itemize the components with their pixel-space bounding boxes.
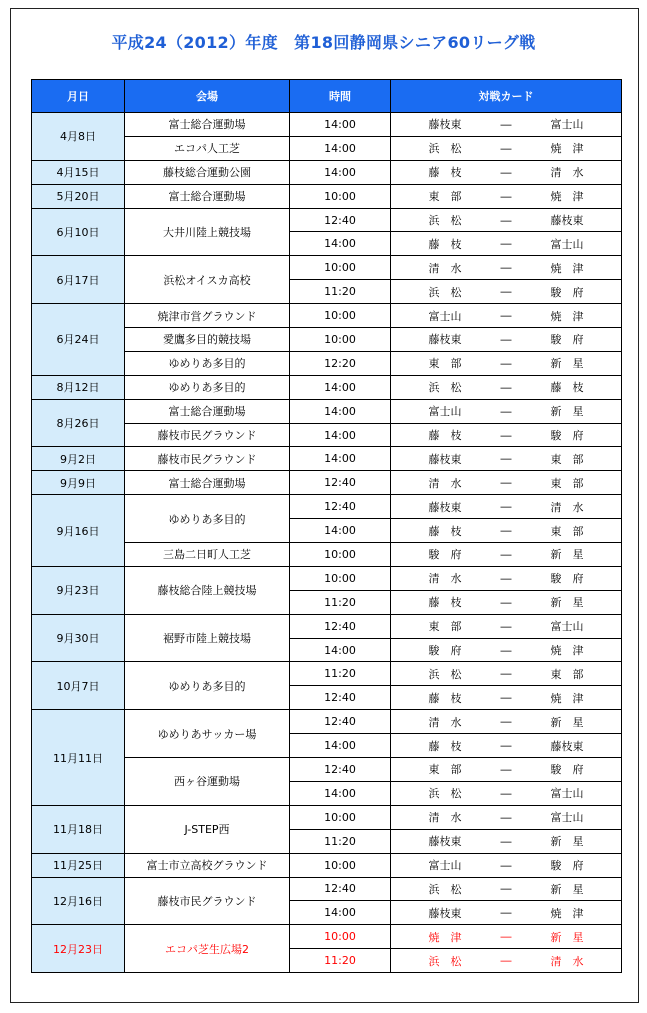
kickoff-time: 10:00 (290, 184, 391, 208)
away-team: 駿 府 (550, 859, 584, 873)
versus-mark: ― (500, 739, 512, 753)
home-team: 富士山 (428, 405, 462, 419)
table-row (32, 208, 622, 232)
home-team: 藤 枝 (428, 429, 462, 443)
venue-name: 藤枝総合陸上競技場 (125, 566, 290, 614)
table-row (32, 160, 622, 184)
versus-mark: ― (500, 452, 512, 466)
away-team: 焼 津 (550, 691, 584, 705)
matchup (391, 949, 622, 973)
venue-name: 愛鷹多目的競技場 (125, 328, 290, 352)
home-team: 浜 松 (428, 667, 462, 681)
home-team: 浜 松 (428, 285, 462, 299)
away-team: 富士山 (550, 787, 584, 801)
home-team: 藤 枝 (428, 524, 462, 538)
versus-mark: ― (500, 380, 512, 394)
versus-mark: ― (500, 715, 512, 729)
home-team: 藤 枝 (428, 691, 462, 705)
match-date: 6月17日 (32, 256, 125, 304)
kickoff-time: 14:00 (290, 423, 391, 447)
matchup (391, 136, 622, 160)
table-row (32, 805, 622, 829)
match-date: 9月30日 (32, 614, 125, 662)
venue-name: 焼津市営グラウンド (125, 304, 290, 328)
matchup (391, 829, 622, 853)
matchup (391, 901, 622, 925)
venue-name: ゆめりあ多目的 (125, 662, 290, 710)
venue-name: 富士総合運動場 (125, 113, 290, 137)
schedule-table (31, 79, 622, 973)
kickoff-time: 10:00 (290, 543, 391, 567)
home-team: 藤枝東 (428, 333, 462, 347)
kickoff-time: 14:00 (290, 734, 391, 758)
home-team: 藤枝東 (428, 118, 462, 132)
matchup (391, 781, 622, 805)
matchup (391, 519, 622, 543)
home-team: 藤 枝 (428, 166, 462, 180)
away-team: 清 水 (550, 500, 584, 514)
versus-mark: ― (500, 285, 512, 299)
away-team: 東 部 (550, 476, 584, 490)
home-team: 藤枝東 (428, 452, 462, 466)
kickoff-time: 10:00 (290, 853, 391, 877)
match-date: 11月11日 (32, 710, 125, 806)
kickoff-time: 12:40 (290, 877, 391, 901)
away-team: 駿 府 (550, 285, 584, 299)
match-date: 6月24日 (32, 304, 125, 376)
matchup (391, 471, 622, 495)
table-row (32, 375, 622, 399)
match-date: 8月12日 (32, 375, 125, 399)
header-row (32, 80, 622, 113)
venue-name: エコパ芝生広場2 (125, 925, 290, 973)
versus-mark: ― (500, 404, 512, 418)
versus-mark: ― (500, 524, 512, 538)
versus-mark: ― (500, 547, 512, 561)
home-team: 東 部 (428, 763, 462, 777)
kickoff-time: 11:20 (290, 829, 391, 853)
home-team: 焼 津 (428, 930, 462, 944)
schedule-body (32, 113, 622, 973)
table-row (32, 256, 622, 280)
versus-mark: ― (500, 858, 512, 872)
versus-mark: ― (500, 619, 512, 633)
kickoff-time: 14:00 (290, 160, 391, 184)
kickoff-time: 14:00 (290, 901, 391, 925)
versus-mark: ― (500, 906, 512, 920)
kickoff-time: 14:00 (290, 781, 391, 805)
home-team: 清 水 (428, 715, 462, 729)
matchup (391, 877, 622, 901)
versus-mark: ― (500, 165, 512, 179)
versus-mark: ― (500, 882, 512, 896)
venue-name: 藤枝市民グラウンド (125, 447, 290, 471)
kickoff-time: 12:40 (290, 758, 391, 782)
away-team: 富士山 (550, 811, 584, 825)
versus-mark: ― (500, 332, 512, 346)
kickoff-time: 11:20 (290, 949, 391, 973)
venue-name: 藤枝市民グラウンド (125, 423, 290, 447)
away-team: 新 星 (550, 405, 584, 419)
venue-name: 大井川陸上競技場 (125, 208, 290, 256)
versus-mark: ― (500, 667, 512, 681)
venue-name: ゆめりあ多目的 (125, 375, 290, 399)
away-team: 新 星 (550, 357, 584, 371)
home-team: 浜 松 (428, 882, 462, 896)
table-row (32, 399, 622, 423)
home-team: 東 部 (428, 357, 462, 371)
matchup (391, 566, 622, 590)
away-team: 焼 津 (550, 309, 584, 323)
away-team: 駿 府 (550, 763, 584, 777)
kickoff-time: 14:00 (290, 375, 391, 399)
kickoff-time: 10:00 (290, 256, 391, 280)
kickoff-time: 12:20 (290, 351, 391, 375)
home-team: 藤枝東 (428, 500, 462, 514)
kickoff-time: 10:00 (290, 566, 391, 590)
table-row (32, 304, 622, 328)
matchup (391, 160, 622, 184)
kickoff-time: 14:00 (290, 232, 391, 256)
venue-name: 西ヶ谷運動場 (125, 758, 290, 806)
venue-name: J-STEP西 (125, 805, 290, 853)
match-date: 11月18日 (32, 805, 125, 853)
kickoff-time: 14:00 (290, 113, 391, 137)
match-date: 11月25日 (32, 853, 125, 877)
kickoff-time: 10:00 (290, 328, 391, 352)
away-team: 焼 津 (550, 906, 584, 920)
matchup (391, 662, 622, 686)
matchup (391, 638, 622, 662)
versus-mark: ― (500, 141, 512, 155)
home-team: 藤枝東 (428, 835, 462, 849)
table-row (32, 853, 622, 877)
kickoff-time: 10:00 (290, 805, 391, 829)
kickoff-time: 12:40 (290, 686, 391, 710)
header-matchup: 対戦カード (391, 80, 622, 113)
page-title: 平成24（2012）年度 第18回静岡県シニア60リーグ戦 (111, 33, 536, 52)
match-date: 4月15日 (32, 160, 125, 184)
away-team: 藤 枝 (550, 381, 584, 395)
versus-mark: ― (500, 595, 512, 609)
matchup (391, 686, 622, 710)
kickoff-time: 10:00 (290, 304, 391, 328)
matchup (391, 614, 622, 638)
away-team: 東 部 (550, 667, 584, 681)
away-team: 焼 津 (550, 142, 584, 156)
home-team: 浜 松 (428, 787, 462, 801)
away-team: 駿 府 (550, 333, 584, 347)
home-team: 浜 松 (428, 954, 462, 968)
away-team: 新 星 (550, 548, 584, 562)
home-team: 清 水 (428, 476, 462, 490)
venue-name: 藤枝市民グラウンド (125, 877, 290, 925)
versus-mark: ― (500, 954, 512, 968)
kickoff-time: 12:40 (290, 710, 391, 734)
home-team: 浜 松 (428, 381, 462, 395)
venue-name: 富士総合運動場 (125, 184, 290, 208)
away-team: 富士山 (550, 237, 584, 251)
matchup (391, 280, 622, 304)
kickoff-time: 12:40 (290, 614, 391, 638)
away-team: 新 星 (550, 715, 584, 729)
home-team: 藤 枝 (428, 237, 462, 251)
away-team: 藤枝東 (550, 739, 584, 753)
matchup (391, 375, 622, 399)
away-team: 東 部 (550, 452, 584, 466)
venue-name: 三島二日町人工芝 (125, 543, 290, 567)
venue-name: 富士総合運動場 (125, 399, 290, 423)
match-date: 6月10日 (32, 208, 125, 256)
matchup (391, 710, 622, 734)
kickoff-time: 11:20 (290, 590, 391, 614)
table-row (32, 495, 622, 519)
away-team: 新 星 (550, 930, 584, 944)
kickoff-time: 12:40 (290, 208, 391, 232)
matchup (391, 328, 622, 352)
venue-name: ゆめりあサッカー場 (125, 710, 290, 758)
kickoff-time: 12:40 (290, 471, 391, 495)
away-team: 新 星 (550, 596, 584, 610)
versus-mark: ― (500, 786, 512, 800)
table-row (32, 925, 622, 949)
match-date: 4月8日 (32, 113, 125, 161)
matchup (391, 256, 622, 280)
versus-mark: ― (500, 428, 512, 442)
versus-mark: ― (500, 762, 512, 776)
match-date: 10月7日 (32, 662, 125, 710)
versus-mark: ― (500, 691, 512, 705)
table-row (32, 184, 622, 208)
away-team: 清 水 (550, 954, 584, 968)
kickoff-time: 14:00 (290, 519, 391, 543)
versus-mark: ― (500, 500, 512, 514)
header-time: 時間 (290, 80, 391, 113)
venue-name: ゆめりあ多目的 (125, 495, 290, 543)
away-team: 富士山 (550, 620, 584, 634)
versus-mark: ― (500, 930, 512, 944)
matchup (391, 351, 622, 375)
matchup (391, 590, 622, 614)
versus-mark: ― (500, 261, 512, 275)
venue-name: 富士総合運動場 (125, 471, 290, 495)
matchup (391, 805, 622, 829)
venue-name: 藤枝総合運動公園 (125, 160, 290, 184)
away-team: 駿 府 (550, 572, 584, 586)
versus-mark: ― (500, 189, 512, 203)
venue-name: ゆめりあ多目的 (125, 351, 290, 375)
versus-mark: ― (500, 643, 512, 657)
match-date: 5月20日 (32, 184, 125, 208)
kickoff-time: 12:40 (290, 495, 391, 519)
venue-name: 富士市立高校グラウンド (125, 853, 290, 877)
kickoff-time: 11:20 (290, 280, 391, 304)
home-team: 藤 枝 (428, 596, 462, 610)
venue-name: 裾野市陸上競技場 (125, 614, 290, 662)
versus-mark: ― (500, 309, 512, 323)
home-team: 藤枝東 (428, 906, 462, 920)
match-date: 9月2日 (32, 447, 125, 471)
versus-mark: ― (500, 213, 512, 227)
matchup (391, 758, 622, 782)
home-team: 駿 府 (428, 548, 462, 562)
away-team: 清 水 (550, 166, 584, 180)
matchup (391, 925, 622, 949)
kickoff-time: 14:00 (290, 447, 391, 471)
home-team: 清 水 (428, 572, 462, 586)
away-team: 焼 津 (550, 190, 584, 204)
matchup (391, 543, 622, 567)
kickoff-time: 11:20 (290, 662, 391, 686)
table-row (32, 566, 622, 590)
home-team: 清 水 (428, 811, 462, 825)
versus-mark: ― (500, 117, 512, 131)
versus-mark: ― (500, 476, 512, 490)
matchup (391, 734, 622, 758)
match-date: 9月9日 (32, 471, 125, 495)
matchup (391, 853, 622, 877)
home-team: 清 水 (428, 261, 462, 275)
table-row (32, 877, 622, 901)
matchup (391, 399, 622, 423)
match-date: 12月23日 (32, 925, 125, 973)
matchup (391, 208, 622, 232)
away-team: 富士山 (550, 118, 584, 132)
kickoff-time: 14:00 (290, 136, 391, 160)
versus-mark: ― (500, 810, 512, 824)
header-venue: 会場 (125, 80, 290, 113)
away-team: 藤枝東 (550, 214, 584, 227)
match-date: 9月16日 (32, 495, 125, 567)
matchup (391, 304, 622, 328)
away-team: 新 星 (550, 882, 584, 896)
away-team: 焼 津 (550, 644, 584, 658)
home-team: 浜 松 (428, 142, 462, 156)
versus-mark: ― (500, 356, 512, 370)
kickoff-time: 14:00 (290, 638, 391, 662)
matchup (391, 447, 622, 471)
away-team: 駿 府 (550, 429, 584, 443)
versus-mark: ― (500, 834, 512, 848)
matchup (391, 495, 622, 519)
match-date: 9月23日 (32, 566, 125, 614)
match-date: 8月26日 (32, 399, 125, 447)
table-row (32, 614, 622, 638)
venue-name: エコパ人工芝 (125, 136, 290, 160)
home-team: 駿 府 (428, 644, 462, 658)
away-team: 東 部 (550, 524, 584, 538)
versus-mark: ― (500, 237, 512, 251)
venue-name: 浜松オイスカ高校 (125, 256, 290, 304)
home-team: 浜 松 (428, 214, 462, 227)
kickoff-time: 14:00 (290, 399, 391, 423)
match-date: 12月16日 (32, 877, 125, 925)
home-team: 富士山 (428, 309, 462, 323)
home-team: 東 部 (428, 620, 462, 634)
matchup (391, 232, 622, 256)
home-team: 藤 枝 (428, 739, 462, 753)
header-date: 月日 (32, 80, 125, 113)
home-team: 東 部 (428, 190, 462, 204)
kickoff-time: 10:00 (290, 925, 391, 949)
table-row (32, 662, 622, 686)
matchup (391, 113, 622, 137)
matchup (391, 423, 622, 447)
versus-mark: ― (500, 571, 512, 585)
table-row (32, 113, 622, 137)
table-row (32, 447, 622, 471)
away-team: 新 星 (550, 835, 584, 849)
table-row (32, 471, 622, 495)
away-team: 焼 津 (550, 261, 584, 275)
table-row (32, 710, 622, 734)
home-team: 富士山 (428, 859, 462, 873)
matchup (391, 184, 622, 208)
